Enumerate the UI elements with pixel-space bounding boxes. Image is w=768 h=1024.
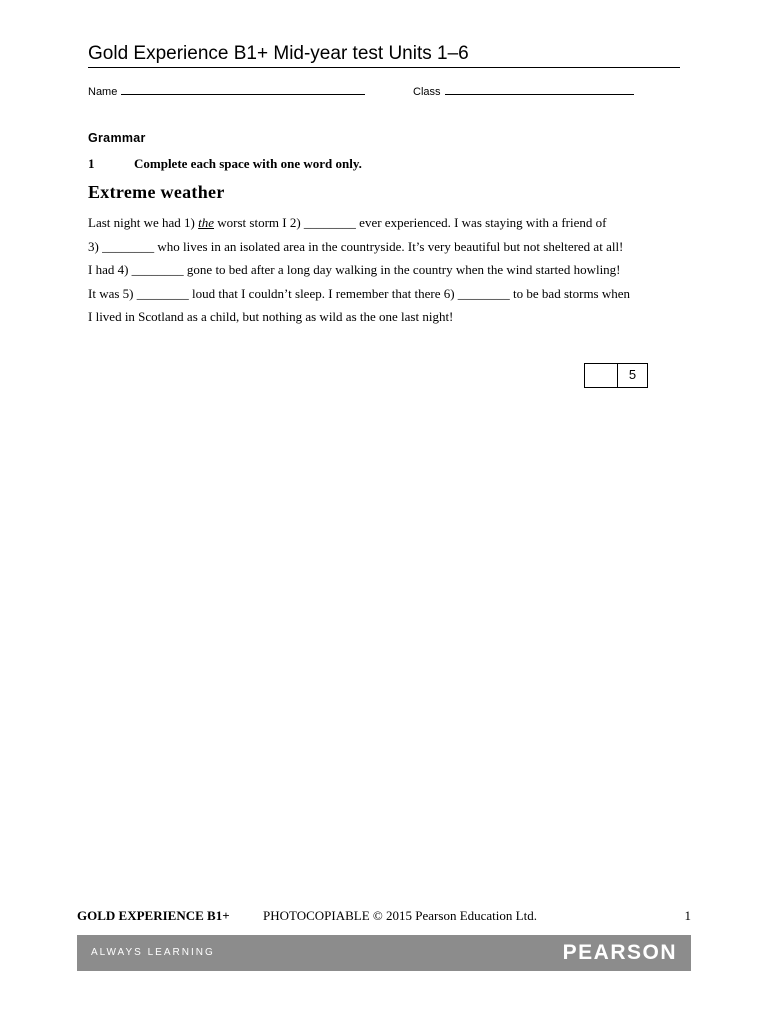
- task-number: 1: [88, 156, 95, 171]
- section-heading: Grammar: [88, 131, 146, 145]
- footer-product: GOLD EXPERIENCE B1+: [77, 908, 230, 923]
- example-answer: the: [198, 215, 215, 230]
- score-box: [584, 363, 648, 388]
- passage-line-4: It was 5) ________ loud that I couldn’t sleep. I remember that there 6) ________ to be bad storms when: [88, 285, 631, 301]
- passage-title: Extreme weather: [88, 182, 225, 202]
- score-max: 5: [628, 367, 637, 382]
- task-instruction: [88, 156, 362, 172]
- passage-line-2: 3) ________ who lives in an isolated area in the countryside. It’s very beautiful but not sheltered at all!: [88, 238, 624, 254]
- name-field: [88, 84, 365, 99]
- passage-text: [88, 211, 698, 329]
- footer-banner: [77, 935, 691, 971]
- footer: [77, 908, 691, 928]
- pearson-logo: PEARSON: [562, 941, 677, 964]
- task-text: Complete each space with one word only.: [134, 156, 362, 171]
- passage-line-3: I had 4) ________ gone to bed after a long day walking in the country when the wind started howling!: [88, 262, 621, 277]
- class-field: [413, 84, 634, 99]
- footer-copyright: PHOTOCOPIABLE © 2015 Pearson Education Ltd.: [263, 908, 537, 923]
- page-title: Gold Experience B1+ Mid-year test Units 1–6: [88, 42, 680, 68]
- banner-slogan: ALWAYS LEARNING: [91, 947, 215, 958]
- passage-line-1: Last night we had 1) the worst storm I 2) ________ ever experienced. I was staying with a friend of: [88, 215, 607, 230]
- score-entry[interactable]: [585, 364, 618, 387]
- class-label: Class: [413, 86, 441, 98]
- name-line[interactable]: [121, 84, 365, 95]
- name-label: Name: [88, 86, 118, 98]
- passage-line-5: I lived in Scotland as a child, but nothing as wild as the one last night!: [88, 309, 454, 324]
- page-number: 1: [684, 908, 691, 923]
- class-line[interactable]: [445, 84, 634, 95]
